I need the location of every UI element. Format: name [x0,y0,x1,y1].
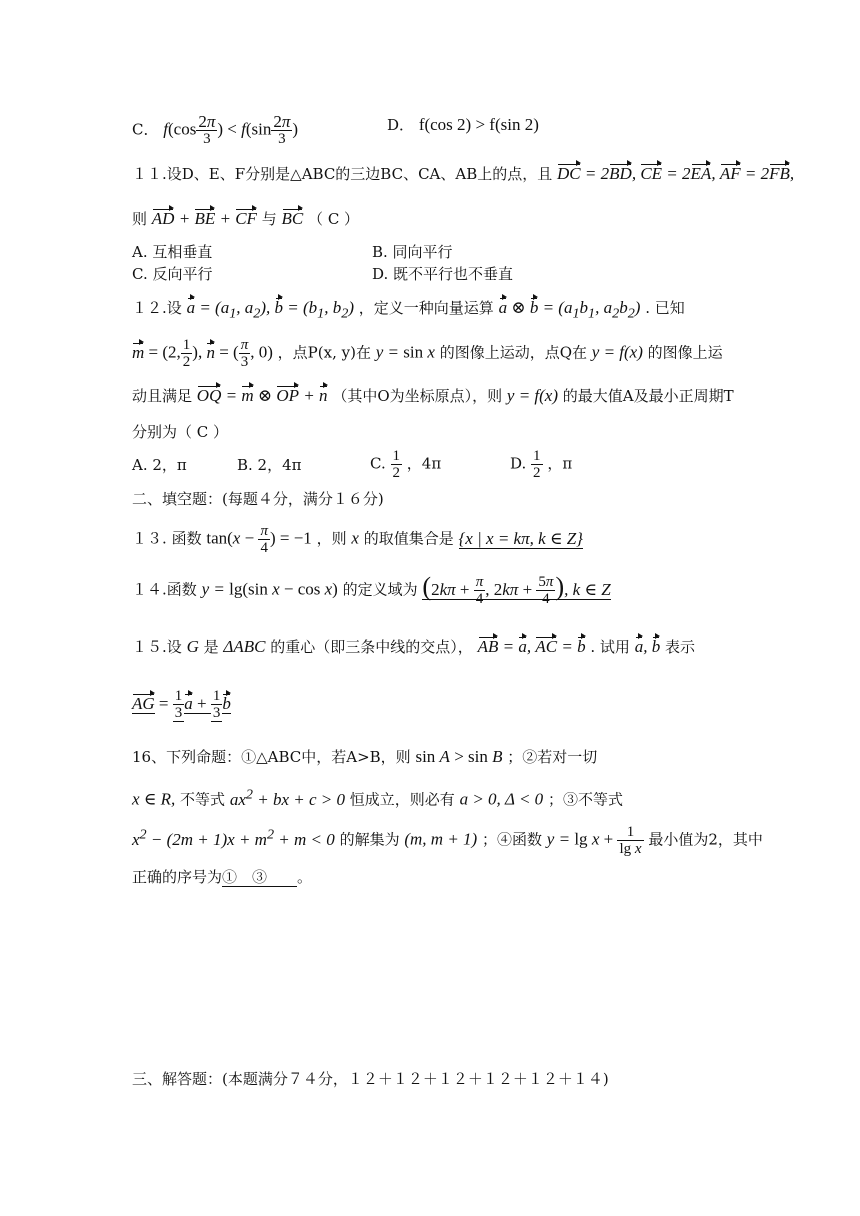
q16-line3: $x^2 - (2m + 1)x + m^2 + m < 0$ 的解集为 (m, m + 1) ；④函数 y = lg x + $\frac{1}{\text{lg x}}$ 最小值为2，其中 [132,824,763,858]
q15-stem: １５.设 G 是 ΔABC 的重心（即三条中线的交点）， AB = a, AC = b . 试用 a, b 表示 [132,637,695,656]
q12-option-d: D. $\frac{1}{2}$ ，π [510,448,573,481]
q12-option-b: B. 2，4π [237,456,302,474]
q13: １３. 函数 tan(x − $\frac{\pi}{4}$ ) = −1 ，则 x 的取值集合是 {x | x = kπ, k ∈ Z} [132,523,583,556]
q11-sum-expr: AD + BE + CF [151,209,257,228]
q12-option-c: C. $\frac{1}{2}$ ，4π [370,448,442,481]
q11-options-row1 [132,241,732,263]
q14-answer: (2kπ + $\frac{\pi}{4}$ , 2kπ + $\frac{5\pi}{4}$ ), k ∈ Z [422,571,611,607]
q12-stem-line2: m = (2, $\frac{1}{2}$ ), n = ( $\frac{\pi}{3}$ , 0) ，点P(x, y)在 y = sin x 的图像上运动，点Q在 y = f(x) 的图像上运 [132,337,723,370]
q12-stem-line3: 动且满足 OQ = m ⊗ OP + n （其中O为坐标原点），则 y = f(x) 的最大值A及最小正周期T [132,386,734,405]
q11-answer: （ C ） [308,210,360,228]
section-3-heading: 三、解答题：(本题满分７４分，１２＋１２＋１２＋１２＋１２＋１４) [132,1070,609,1088]
q10-option-d: D． f(cos 2) > f(sin 2) [387,115,539,134]
q12-options [132,448,732,481]
q10-option-c-label: C． [132,120,159,139]
q16-line2: x ∈ R, 不等式 $ax^2$ + bx + c > 0 恒成立，则必有 a > 0, Δ < 0 ；③不等式 [132,786,623,809]
q12-stem-line1: １２.设 $a = (a_1$, $a_2$), $b = (b_1$, $b_2$) ，定义一种向量运算 a ⊗ $b = (a_1b_1$, $a_2b_2$) . 已知 [132,298,685,322]
q10-option-c-expr: f [163,119,168,139]
q11-option-c: C. 反向平行 [132,265,213,283]
q14: １４.函数 y = lg(sin x − cos x) 的定义域为 (2kπ + $\frac{\pi}{4}$ , 2kπ + $\frac{5\pi}{4}$ ), k ∈ Z [132,571,611,607]
q16-line4: 正确的序号为① ③ 。 [132,868,313,886]
q11-stem-line2: 则 AD + BE + CF 与 BC （ C ） [132,209,360,228]
q11-options-row2 [132,263,732,285]
q12-option-a: A. 2，π [132,456,187,474]
q11-conditions: DC = 2BD, CE = 2EA, AF = 2FB, [557,164,795,183]
q16-line1: 16、下列命题：①△ABC中，若A>B，则 sin A > sin B ；②若对一切 [132,747,598,766]
q12-stem-line4: 分别为（ C ） [132,423,229,441]
q16-answer: ① ③ [222,868,297,887]
q13-answer: {x | x = kπ, k ∈ Z} [458,528,583,548]
q11-option-a: A. 互相垂直 [132,243,213,261]
section-2-heading: 二、填空题：(每题４分，满分１６分) [132,490,384,508]
q11-option-d: D. 既不平行也不垂直 [372,265,514,283]
q10-option-d-expr: f(cos 2) > f(sin 2) [418,115,539,134]
q11-stem: １１.设D、E、F分别是△ABC的三边BC、CA、AB上的点，且 DC = 2BD, CE = 2EA, AF = 2FB, [132,164,795,183]
q10-options: C． f(cos $\frac{2\pi}{3}$ ) < f(sin $\frac{2\pi}{3}$ ) D． f(cos 2) > f(sin 2) [132,112,539,147]
q11-option-b: B. 同向平行 [372,243,453,261]
q15-answer: AG = $\frac{1}{3}$ a + $\frac{1}{3}$ b [132,688,231,721]
